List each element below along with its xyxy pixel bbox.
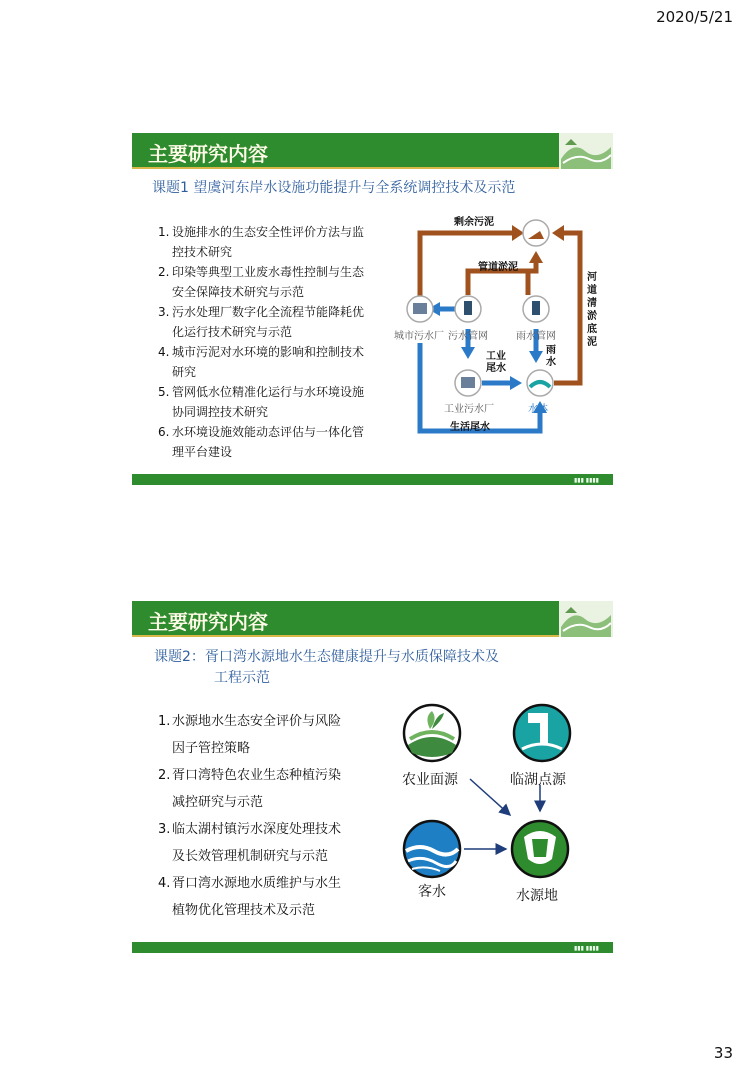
list-item	[146, 422, 396, 442]
list-item	[146, 442, 396, 462]
footer-logo-mark: ▮▮▮ ▮▮▮▮	[573, 945, 599, 952]
list-item	[142, 870, 382, 897]
list-item	[142, 843, 382, 870]
logo-landscape-icon	[559, 133, 613, 169]
list-item-number: 1.	[158, 225, 170, 239]
list-item-text: 水环境设施效能动态评估与一体化管	[172, 425, 365, 439]
list-item-text: 及长效管理机制研究与示范	[172, 849, 329, 864]
page-number: 33	[713, 1044, 733, 1062]
lakeside-point-source-icon	[514, 705, 570, 761]
list-item-text: 胥口湾水源地水质维护与水生	[172, 876, 342, 891]
list-item	[146, 302, 396, 322]
list-item-text: 因子管控策略	[172, 741, 251, 756]
list-item-text: 印染等典型工业废水毒性控制与生态	[172, 265, 365, 279]
label-domestic-tail: 生活尾水	[450, 422, 490, 433]
label-city-wwtp: 城市污水厂	[394, 331, 444, 342]
list-item	[146, 282, 396, 302]
research-list	[146, 222, 396, 462]
footer-logo-mark: ▮▮▮ ▮▮▮▮	[573, 477, 599, 484]
list-item-text: 安全保障技术研究与示范	[172, 285, 305, 299]
sludge-disposal-icon	[523, 220, 549, 246]
list-item	[146, 242, 396, 262]
list-item-text: 植物优化管理技术及示范	[172, 903, 316, 918]
list-item	[142, 789, 382, 816]
list-item-number: 5.	[158, 385, 170, 399]
list-item	[146, 362, 396, 382]
label-surplus-sludge: 剩余污泥	[454, 217, 494, 228]
list-item	[142, 816, 382, 843]
node-label-guest-water: 客水	[418, 884, 446, 900]
list-item	[146, 322, 396, 342]
slide-title: 主要研究内容	[148, 142, 268, 166]
list-item	[146, 382, 396, 402]
list-item-text: 设施排水的生态安全性评价方法与监	[172, 225, 365, 239]
label-sewer-network: 污水管网	[448, 331, 488, 342]
slide-2	[132, 601, 613, 953]
list-item-number: 3.	[158, 822, 171, 837]
list-item	[146, 402, 396, 422]
list-item-number: 1.	[158, 714, 171, 729]
label-rain-network: 雨水管网	[516, 331, 556, 342]
sludge-water-flow-diagram	[394, 211, 606, 443]
river-dredge-line	[554, 233, 580, 383]
slide-footer-bar	[132, 942, 613, 953]
list-item-number: 6.	[158, 425, 170, 439]
guest-water-icon	[404, 821, 460, 877]
list-item	[142, 897, 382, 924]
list-item-number: 4.	[158, 876, 171, 891]
label-water-body: 水体	[528, 404, 548, 415]
slide-footer-bar	[132, 474, 613, 485]
slide-title-bar	[132, 601, 559, 637]
logo-landscape-icon	[559, 601, 613, 637]
slide-title-bar	[132, 133, 559, 169]
slide-subtitle: 课题2：胥口湾水源地水生态健康提升与水质保障技术及 工程示范	[154, 649, 499, 686]
print-date: 2020/5/21	[656, 8, 733, 26]
list-item	[146, 222, 396, 242]
slide-1	[132, 133, 613, 485]
list-item-text: 污水处理厂数字化全流程节能降耗优	[172, 305, 365, 319]
list-item	[142, 735, 382, 762]
list-item-number: 2.	[158, 768, 171, 783]
list-item-text: 化运行技术研究与示范	[172, 325, 293, 339]
label-rain-water: 雨 水	[546, 345, 556, 368]
slide-title: 主要研究内容	[148, 610, 268, 634]
list-item	[146, 262, 396, 282]
list-item-text: 管网低水位精准化运行与水环境设施	[172, 385, 365, 399]
agriculture-icon	[404, 705, 460, 761]
list-item-text: 胥口湾特色农业生态种植污染	[172, 768, 342, 783]
list-item	[142, 708, 382, 735]
list-item	[146, 342, 396, 362]
pollution-source-diagram	[400, 699, 610, 919]
list-item-text: 研究	[172, 365, 197, 379]
list-item-number: 3.	[158, 305, 170, 319]
label-industrial-tail: 工业 尾水	[486, 351, 506, 374]
list-item-text: 水源地水生态安全评价与风险	[172, 714, 342, 729]
list-item	[142, 762, 382, 789]
label-river-dredge: 河 道 清 淤 底 泥	[587, 272, 597, 348]
water-source-icon	[512, 821, 568, 877]
label-pipe-sludge: 管道淤泥	[478, 262, 518, 273]
node-label-water-source: 水源地	[516, 888, 558, 904]
list-item-text: 减控研究与示范	[172, 795, 264, 810]
node-label-agriculture: 农业面源	[402, 772, 458, 788]
list-item-text: 理平台建设	[172, 445, 233, 459]
research-list	[142, 708, 382, 924]
label-industrial-wwtp: 工业污水厂	[444, 404, 494, 415]
list-item-text: 协同调控技术研究	[172, 405, 269, 419]
slide-subtitle: 课题1 望虞河东岸水设施功能提升与全系统调控技术及示范	[152, 180, 516, 196]
node-label-lakeside: 临湖点源	[510, 772, 566, 788]
list-item-text: 城市污泥对水环境的影响和控制技术	[172, 345, 365, 359]
list-item-number: 2.	[158, 265, 170, 279]
list-item-number: 4.	[158, 345, 170, 359]
list-item-text: 临太湖村镇污水深度处理技术	[172, 822, 342, 837]
list-item-text: 控技术研究	[172, 245, 233, 259]
